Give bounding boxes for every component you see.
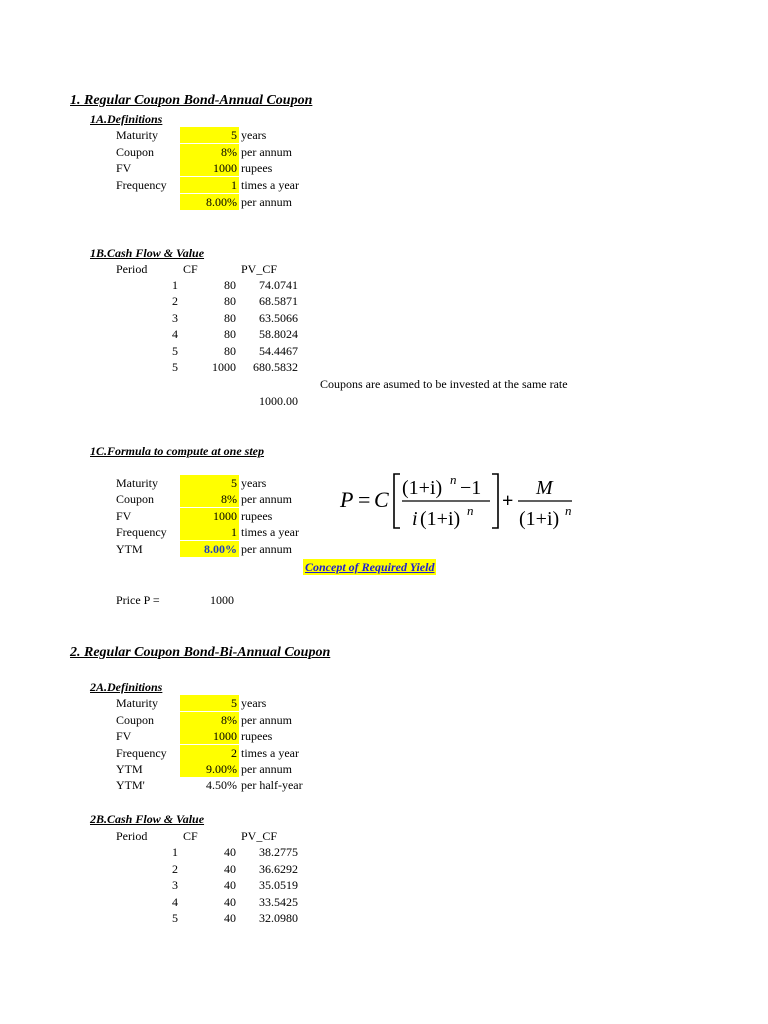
cf-pv: 63.5066 [259, 311, 298, 325]
cf-pv: 680.5832 [253, 360, 298, 374]
def-unit: per half-year [241, 778, 303, 792]
section2-defs-title: 2A.Definitions [90, 680, 163, 694]
cf-period: 3 [172, 311, 178, 325]
cf-pv: 33.5425 [259, 895, 298, 909]
cf-value: 80 [224, 278, 236, 292]
section1-formula-title: 1C.Formula to compute at one step [90, 444, 265, 458]
def-label: Maturity [116, 128, 158, 142]
section2-title: 2. Regular Coupon Bond-Bi-Annual Coupon [70, 645, 331, 660]
def-value[interactable]: 8% [180, 144, 239, 160]
cf-value: 80 [224, 344, 236, 358]
cf-value: 40 [224, 845, 236, 859]
def-value[interactable]: 8.00% [180, 194, 239, 210]
def-unit: years [241, 696, 267, 710]
def-value[interactable]: 2 [180, 745, 239, 761]
def-label: FV [116, 729, 132, 743]
cf-period: 5 [172, 360, 178, 374]
formula-denominator2-base: (1+i) [519, 508, 560, 530]
cf-value: 80 [224, 294, 236, 308]
cf-period: 5 [172, 344, 178, 358]
def-value[interactable]: 1000 [180, 160, 239, 176]
cf-header-period: Period [116, 262, 148, 276]
formula-bracket-right [492, 474, 498, 528]
def-label: Coupon [116, 492, 155, 506]
cf-value: 80 [224, 311, 236, 325]
section1-title: 1. Regular Coupon Bond-Annual Coupon [70, 93, 313, 108]
cf-period: 5 [172, 911, 178, 925]
def-label: Maturity [116, 696, 158, 710]
formula-c: C [374, 487, 389, 512]
def-unit: per annum [241, 713, 292, 727]
def-value[interactable]: 1000 [180, 508, 239, 524]
ytm-value[interactable]: 8.00% [180, 541, 239, 557]
def-label: FV [116, 161, 132, 175]
formula-numerator-exp: n [450, 472, 457, 487]
cf-period: 1 [172, 278, 178, 292]
formula-m: M [536, 477, 553, 499]
formula-denominator-base: (1+i) [420, 508, 461, 530]
def-value[interactable]: 1 [180, 524, 239, 540]
bond-price-formula [338, 470, 578, 532]
def-label: FV [116, 509, 132, 523]
def-unit: times a year [241, 525, 299, 539]
cf-header-pv: PV_CF [241, 829, 278, 843]
cf-pv: 32.0980 [259, 911, 298, 925]
cf-value: 40 [224, 878, 236, 892]
def-unit: per annum [241, 492, 292, 506]
def-label: Coupon [116, 713, 155, 727]
cf-pv: 35.0519 [259, 878, 298, 892]
def-unit: per annum [241, 145, 292, 159]
def-label: Maturity [116, 476, 158, 490]
cf-header-pv: PV_CF [241, 262, 278, 276]
section1-defs-title: 1A.Definitions [90, 112, 163, 126]
def-value[interactable]: 5 [180, 695, 239, 711]
def-value: 4.50% [206, 778, 237, 792]
cf-pv: 38.2775 [259, 845, 298, 859]
cf-period: 2 [172, 862, 178, 876]
cf-pv: 74.0741 [259, 278, 298, 292]
price-label: Price P = [116, 593, 160, 607]
def-label: Frequency [116, 746, 167, 760]
formula-numerator-base: (1+i) [402, 477, 443, 499]
cf-header-cf: CF [183, 829, 198, 843]
concept-required-yield-link[interactable]: Concept of Required Yield [305, 560, 435, 574]
formula-denominator-i: i [412, 508, 418, 530]
cf-period: 3 [172, 878, 178, 892]
def-label: Frequency [116, 525, 167, 539]
def-unit: years [241, 476, 267, 490]
def-value[interactable]: 1000 [180, 728, 239, 744]
cf-pv: 54.4467 [259, 344, 298, 358]
cf-header-cf: CF [183, 262, 198, 276]
def-unit: rupees [241, 161, 273, 175]
formula-numerator-minus: −1 [460, 477, 482, 499]
def-label: YTM' [116, 778, 145, 792]
reinvestment-note: Coupons are asumed to be invested at the same rate [320, 377, 568, 391]
formula-denominator-exp: n [467, 503, 474, 518]
cf-period: 1 [172, 845, 178, 859]
formula-eq: = [358, 487, 371, 512]
def-label: Coupon [116, 145, 155, 159]
def-unit: rupees [241, 729, 273, 743]
def-value[interactable]: 1 [180, 177, 239, 193]
def-unit: times a year [241, 178, 299, 192]
cf-pv: 58.8024 [259, 327, 298, 341]
formula-plus: + [502, 490, 514, 512]
section2-cf-title: 2B.Cash Flow & Value [90, 812, 205, 826]
formula-denominator2-exp: n [565, 503, 572, 518]
cf-period: 4 [172, 895, 178, 909]
def-unit: per annum [241, 542, 292, 556]
cf-value: 40 [224, 895, 236, 909]
def-label: YTM [116, 542, 143, 556]
def-value[interactable]: 5 [180, 127, 239, 143]
cf-period: 4 [172, 327, 178, 341]
cf-value: 1000 [212, 360, 236, 374]
cf-header-period: Period [116, 829, 148, 843]
def-unit: per annum [241, 762, 292, 776]
cf-period: 2 [172, 294, 178, 308]
cf-value: 40 [224, 862, 236, 876]
def-unit: rupees [241, 509, 273, 523]
def-unit: per annum [241, 195, 292, 209]
def-value[interactable]: 8% [180, 491, 239, 507]
cf-pv: 36.6292 [259, 862, 298, 876]
cf-pv: 68.5871 [259, 294, 298, 308]
def-label: YTM [116, 762, 143, 776]
total-value: 1000.00 [259, 394, 298, 408]
cf-value: 80 [224, 327, 236, 341]
def-value[interactable]: 9.00% [180, 761, 239, 777]
def-label: Frequency [116, 178, 167, 192]
def-unit: times a year [241, 746, 299, 760]
def-value[interactable]: 5 [180, 475, 239, 491]
def-value[interactable]: 8% [180, 712, 239, 728]
cf-value: 40 [224, 911, 236, 925]
def-unit: years [241, 128, 267, 142]
price-value: 1000 [210, 593, 234, 607]
formula-bracket-left [394, 474, 400, 528]
formula-p: P [340, 487, 354, 512]
section1-cf-title: 1B.Cash Flow & Value [90, 246, 205, 260]
